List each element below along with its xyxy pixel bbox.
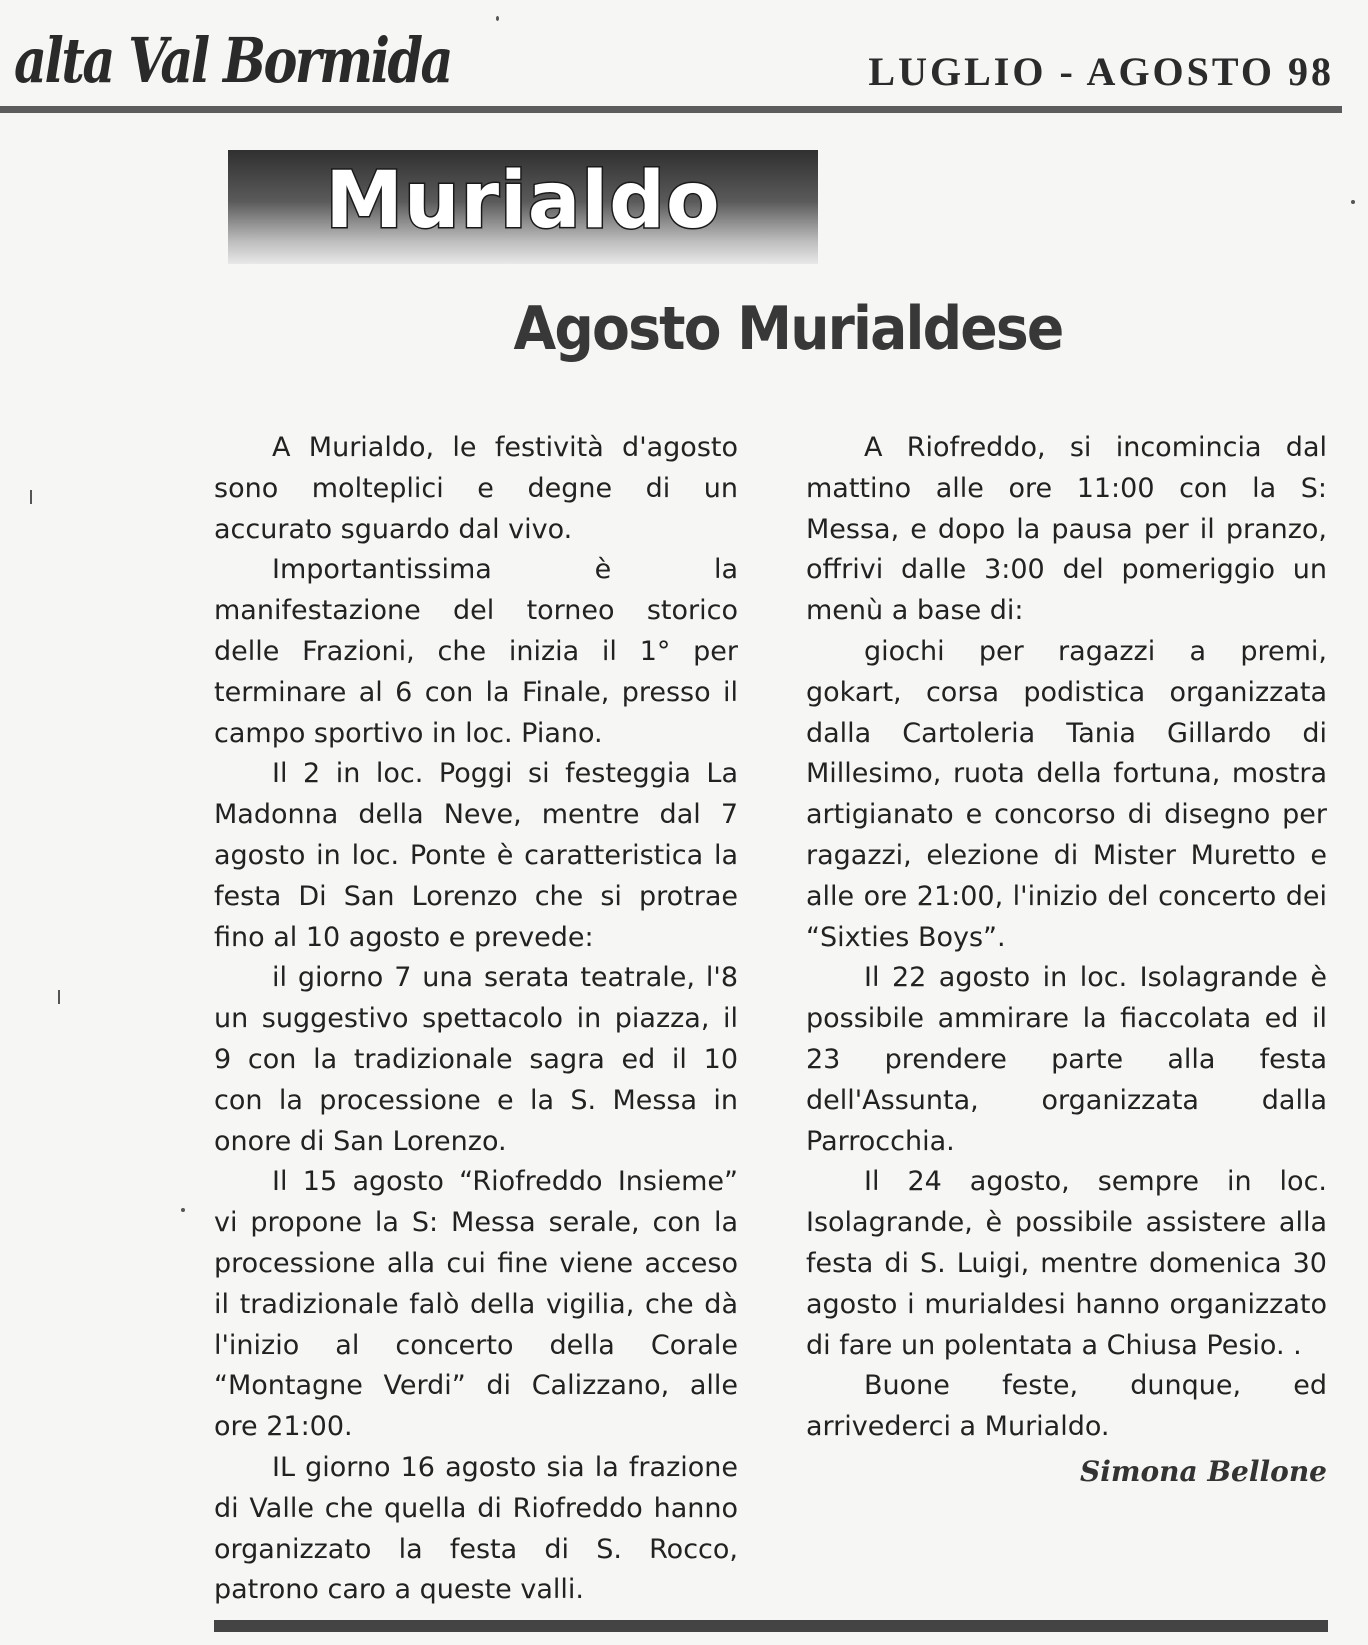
- article-headline: Agosto Murialdese: [513, 294, 1063, 364]
- issue-date: LUGLIO - AGOSTO 98: [868, 49, 1334, 94]
- scan-speck: [181, 1208, 185, 1212]
- paragraph: Il 2 in loc. Poggi si festeggia La Madonna della Neve, mentre dal 7 agosto in loc. Ponte è caratteristica la festa Di San Lorenzo che si protrae fino al 10 agosto e prevede:: [214, 758, 738, 953]
- scan-speck: [58, 990, 60, 1004]
- paragraph: il giorno 7 una serata teatrale, l'8 un suggestivo spettacolo in piazza, il 9 con la tradizionale sagra ed il 10 con la processione e la S. Messa in onore di San Lorenzo.: [214, 962, 738, 1157]
- paragraph: Il 15 agosto “Riofreddo Insieme” vi propone la S: Messa serale, con la processione alla cui fine viene acceso il tradizionale falò della vigilia, che dà l'inizio al concerto della Corale “Montagne Verdi” di Calizzano, alle ore 21:00.: [214, 1166, 738, 1443]
- publication-logo: alta Val Bormida: [14, 24, 452, 97]
- bottom-divider: [214, 1620, 1328, 1632]
- paragraph: A Murialdo, le festività d'agosto sono molteplici e degne di un accurato sguardo dal vivo.: [214, 432, 738, 545]
- paragraph: IL giorno 16 agosto sia la frazione di Valle che quella di Riofreddo hanno organizzato la festa di S. Rocco, patrono caro a queste valli.: [214, 1451, 738, 1606]
- top-divider: [0, 106, 1342, 113]
- article-column-right: [806, 428, 1327, 1493]
- section-banner: [228, 150, 818, 264]
- paragraph: Importantissima è la manifestazione del torneo storico delle Frazioni, che inizia il 1° per terminare al 6 con la Finale, presso il campo sportivo in loc. Piano.: [214, 554, 738, 749]
- scan-speck: [1351, 200, 1355, 204]
- paragraph: A Riofreddo, si incomincia dal mattino alle ore 11:00 con la S: Messa, e dopo la pausa per il pranzo, offrivi dalle 3:00 del pomeriggio un menù a base di:: [806, 432, 1327, 627]
- author-signature: Simona Bellone: [1079, 1454, 1327, 1488]
- scan-speck: [30, 490, 32, 504]
- paragraph: Buone feste, dunque, ed arrivederci a Murialdo.: [806, 1370, 1327, 1443]
- scan-speck: [496, 16, 499, 21]
- paragraph: Il 22 agosto in loc. Isolagrande è possibile ammirare la fiaccolata ed il 23 prendere parte alla festa dell'Assunta, organizzata dalla Parrocchia.: [806, 962, 1327, 1157]
- paragraph: giochi per ragazzi a premi, gokart, corsa podistica organizzata dalla Cartoleria Tania Gillardo di Millesimo, ruota della fortuna, mostra artigianato e concorso di disegno per ragazzi, elezione di Mister Muretto e alle ore 21:00, l'inizio del concerto dei “Sixties Boys”.: [806, 635, 1327, 953]
- section-title: Murialdo: [325, 156, 721, 246]
- article-column-left: [214, 428, 738, 1611]
- masthead: [0, 0, 1368, 116]
- paragraph: Il 24 agosto, sempre in loc. Isolagrande, è possibile assistere alla festa di S. Luigi, mentre domenica 30 agosto i murialdesi hanno organizzato di fare un polentata a Chiusa Pesio. .: [806, 1166, 1327, 1361]
